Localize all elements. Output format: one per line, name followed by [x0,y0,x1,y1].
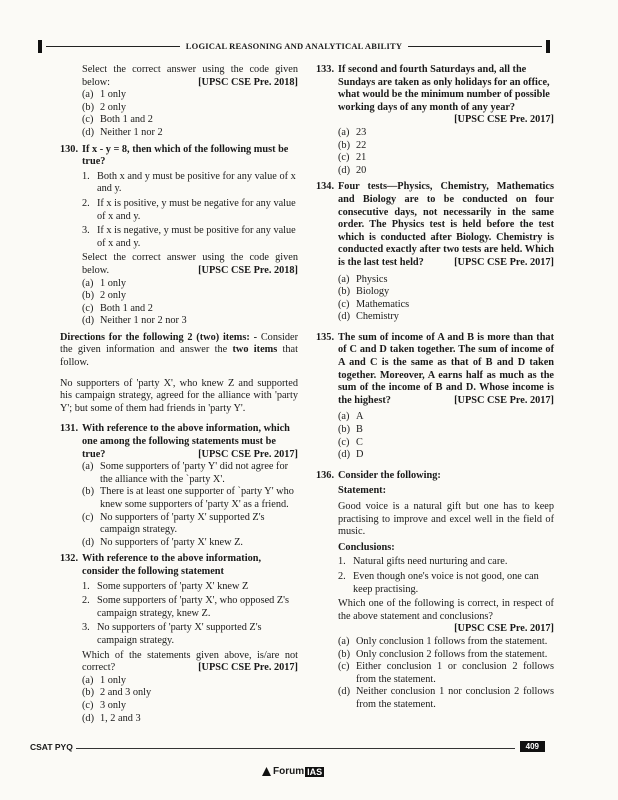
q136-body [316,485,554,711]
source-tag: [UPSC CSE Pre. 2018] [198,76,298,88]
option: (b) B [338,424,363,436]
source-tag: [UPSC CSE Pre. 2017] [454,623,554,635]
option: (c) C [338,436,363,448]
brand-logo [262,766,324,777]
statement: 3. No supporters of 'party X' supported Z's campaign strategy. [82,622,262,646]
header-bar-right [546,40,550,53]
intro-options [60,89,298,139]
brand-name: Forum [273,766,305,777]
option: (c) Both 1 and 2 [82,114,153,126]
passage: No supporters of 'party X', who knew Z and supported his campaign strategy, agreed for the alliance with 'party Y'; but some of them had friends in 'party Y'. [60,377,298,414]
source-tag: [UPSC CSE Pre. 2018] [198,264,298,276]
source-tag: [UPSC CSE Pre. 2017] [454,394,554,406]
q132-statements [60,581,298,726]
intro-block [60,64,298,89]
question-133: 133. If second and fourth Saturdays and, all the Sundays are taken as only holidays for an office, what would be the minimum number of possible working days of any month of any year? [UPSC CSE Pre. 2017] [316,64,554,126]
q132-select: Which of the statements given above, is/are not correct? [82,649,298,674]
conclusion: 2. Even though one's voice is not good, one can keep practising. [338,570,539,595]
q131-options [60,461,298,549]
option: (a) 1 only [82,89,127,101]
question-132: 132. With reference to the above information, consider the following statement [60,553,262,577]
option: (a) Physics [338,273,388,285]
source-tag: [UPSC CSE Pre. 2017] [198,448,298,460]
option: (b) Only conclusion 2 follows from the statement. [338,648,548,660]
option: (c) Either conclusion 1 or conclusion 2 follows from the statement. [338,661,554,685]
statement: 3. If x is negative, y must be positive for any value of x and y. [82,225,296,249]
page-footer [30,742,545,754]
option: (d) 1, 2 and 3 [82,712,141,724]
left-column [60,64,298,725]
question-136: 136. Consider the following: [316,469,441,481]
running-header [38,40,550,53]
option: (d) Neither 1 nor 2 nor 3 [82,315,187,327]
option: (a) 1 only [82,277,127,289]
directions: Directions for the following 2 (two) items: - Consider the given information and answer the two items that follow. [60,331,298,369]
statement: 1. Some supporters of 'party X' knew Z [82,580,249,592]
option: (b) 22 [338,139,367,151]
question-130: 130. If x - y = 8, then which of the following must be true? [60,143,289,168]
option: (a) 23 [338,126,367,138]
option: (b) Biology [338,286,390,298]
option: (d) Chemistry [338,311,399,323]
question-131: 131. With reference to the above information, which one among the following statements must be true? [UPSC CSE Pre. 2017] [60,423,298,460]
question-135: 135. The sum of income of A and B is more than that of C and D taken together. The sum of income of A and C is the same as that of B and D taken together. Moreover, A earns half as much as the sum of the income of B and D. Whose income is the highest? [UPSC CSE Pre. 2017] [316,331,554,406]
option: (b) 2 and 3 only [82,687,152,699]
statement-heading: Statement: [338,485,387,497]
header-title: LOGICAL REASONING AND ANALYTICAL ABILITY [180,41,408,51]
brand-badge: IAS [307,766,323,777]
option: (d) Neither 1 nor 2 [82,126,163,138]
statement: 2. If x is positive, y must be negative for any value of x and y. [82,197,296,222]
option: (c) No supporters of 'party X' supported Z's campaign strategy. [82,511,265,536]
option: (b) There is at least one supporter of `party Y' who knew some supporters of 'party X' as a friend. [82,486,294,510]
option: (d) Neither conclusion 1 nor conclusion 2 follows from the statement. [338,686,554,710]
option: (d) 20 [338,164,367,176]
q136-select: Which one of the following is correct, in respect of the above statement and conclusions? [338,598,554,622]
source-tag: [UPSC CSE Pre. 2017] [454,256,554,268]
option: (d) D [338,449,364,461]
option: (c) Both 1 and 2 [82,302,153,314]
intro-select: Select the correct answer using the code given below: [82,64,298,88]
footer-rule [76,748,515,749]
q134-options [316,274,554,324]
conclusion: 1. Natural gifts need nurturing and care. [338,556,508,568]
option: (c) Mathematics [338,298,410,310]
option: (a) A [338,411,364,423]
right-column [316,64,554,712]
option: (b) 2 only [82,101,127,113]
option: (d) No supporters of 'party X' knew Z. [82,536,243,548]
page-number: 409 [520,741,545,752]
q130-statements [60,171,298,328]
option: (a) 1 only [82,674,127,686]
question-134: 134. Four tests—Physics, Chemistry, Mathematics and Biology are to be conducted on four consecutive days, not necessarily in the same order. The Physics test is held before the test which is conducted after Biology. Chemistry is conducted exactly after two tests are held. Which is the last test held? [UPSC CSE Pre. 2017] [316,181,554,268]
option: (a) Only conclusion 1 follows from the statement. [338,635,548,647]
conclusions-heading: Conclusions: [338,541,395,553]
source-tag: [UPSC CSE Pre. 2017] [198,662,298,674]
source-tag: [UPSC CSE Pre. 2017] [454,114,554,126]
statement: 2. Some supporters of 'party X', who opposed Z's campaign strategy, knew Z. [82,595,290,619]
statement: 1. Both x and y must be positive for any value of x and y. [82,170,296,195]
option: (b) 2 only [82,290,127,302]
option: (a) Some supporters of 'party Y' did not agree for the alliance with the `party X'. [82,461,289,485]
q133-options [316,127,554,177]
option: (c) 21 [338,152,367,164]
q130-select: Select the correct answer using the code given below. [82,252,298,276]
option: (c) 3 only [82,699,127,711]
logo-icon [262,767,271,776]
q135-options [316,411,554,461]
statement-text: Good voice is a natural gift but one has to keep practising to improve and excel well in the field of music. [338,501,554,538]
footer-label: CSAT PYQ [30,742,73,752]
